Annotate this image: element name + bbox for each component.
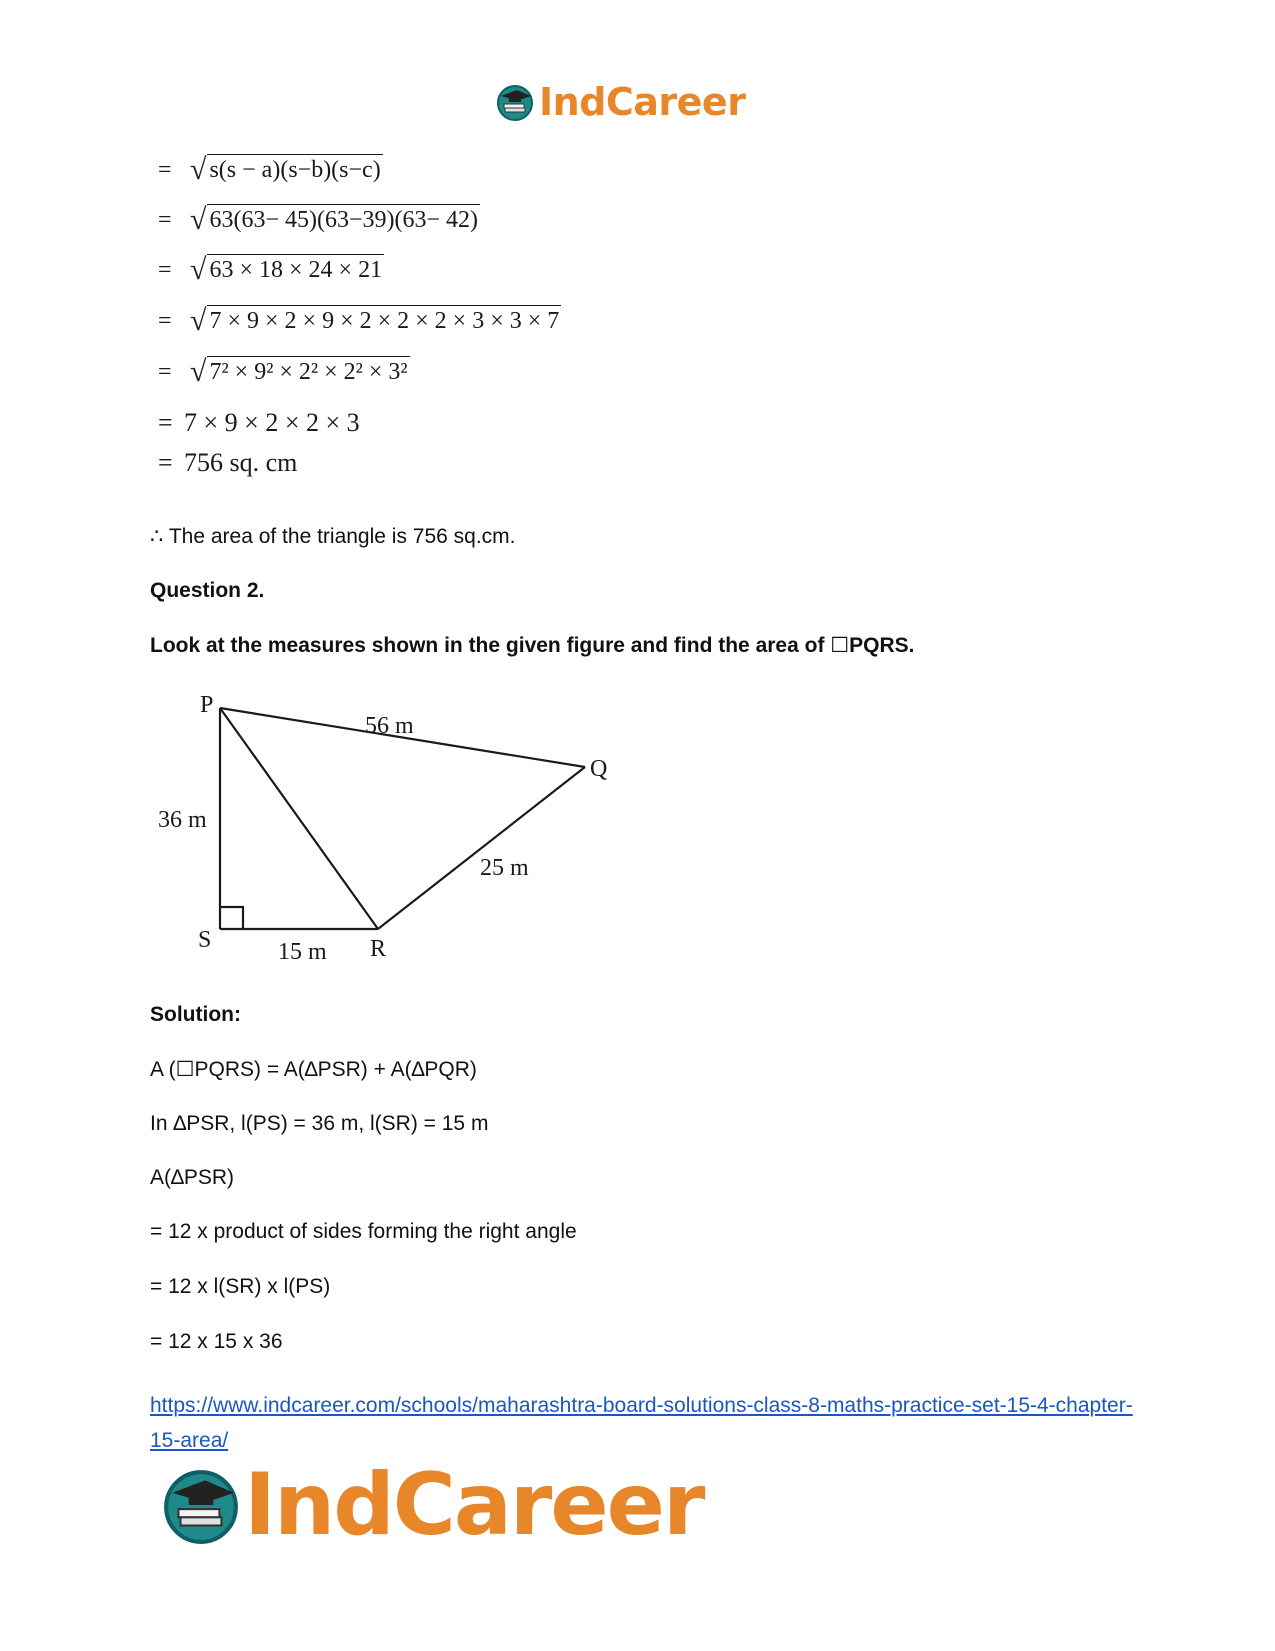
quadrilateral-figure: [150, 692, 620, 962]
conclusion-text: ∴ The area of the triangle is 756 sq.cm.: [150, 525, 516, 548]
math-line-7: = 756 sq. cm: [158, 448, 298, 477]
graduation-cap-globe-icon: [160, 1464, 242, 1546]
math-line-6: = 7 × 9 × 2 × 2 × 3: [158, 408, 360, 437]
measure-qr: 25 m: [480, 855, 529, 881]
vertex-s-label: S: [198, 927, 212, 953]
logo-text: IndCareer: [244, 1455, 704, 1555]
math-line-2: = √ 63(63− 45)(63−39)(63− 42): [158, 203, 479, 236]
solution-line-4: = 12 x product of sides forming the right angle: [150, 1220, 577, 1243]
question-text: Look at the measures shown in the given figure and find the area of ☐PQRS.: [150, 634, 915, 657]
measure-sr: 15 m: [278, 939, 327, 962]
diagonal-pr: [220, 708, 378, 929]
measure-ps: 36 m: [158, 807, 207, 833]
question-title: Question 2.: [150, 579, 265, 602]
measure-pq: 56 m: [365, 713, 414, 739]
solution-title: Solution:: [150, 1003, 241, 1026]
solution-line-3: A(∆PSR): [150, 1166, 235, 1189]
solution-line-6: = 12 x 15 x 36: [150, 1330, 283, 1353]
vertex-q-label: Q: [590, 756, 608, 782]
graduation-cap-globe-icon: [495, 82, 535, 122]
math-line-3: = √ 63 × 18 × 24 × 21: [158, 253, 383, 286]
side-qr: [378, 767, 585, 929]
solution-line-2: In ∆PSR, l(PS) = 36 m, l(SR) = 15 m: [150, 1112, 489, 1135]
right-angle-mark: [220, 907, 243, 929]
solution-line-5: = 12 x l(SR) x l(PS): [150, 1275, 331, 1298]
solution-line-1: A (☐PQRS) = A(∆PSR) + A(∆PQR): [150, 1058, 477, 1081]
math-line-4: = √ 7 × 9 × 2 × 9 × 2 × 2 × 2 × 3 × 3 × 7: [158, 304, 560, 337]
math-line-1: = √ s(s − a)(s−b)(s−c): [158, 153, 381, 186]
logo-text: IndCareer: [539, 80, 746, 124]
source-link[interactable]: https://www.indcareer.com/schools/maharashtra-board-solutions-class-8-maths-practice-set-15-4-chapter-15-area/: [150, 1394, 1133, 1452]
header-logo: [495, 78, 745, 126]
vertex-p-label: P: [200, 692, 214, 718]
footer-logo: [160, 1455, 704, 1555]
vertex-r-label: R: [370, 936, 387, 962]
math-line-5: = √ 7² × 9² × 2² × 2² × 3²: [158, 355, 408, 388]
